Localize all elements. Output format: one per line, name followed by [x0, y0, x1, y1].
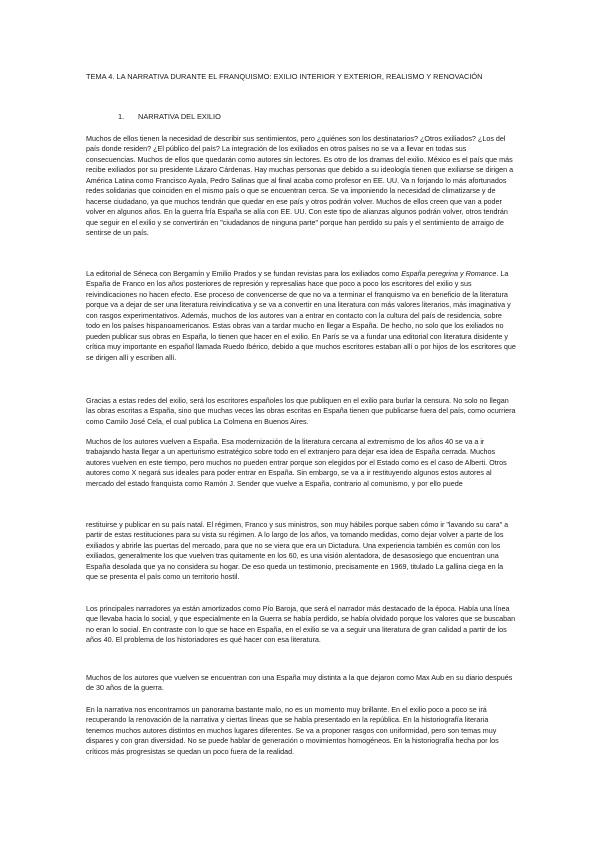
- paragraph-1: Muchos de ellos tienen la necesidad de describir sus sentimientos, pero ¿quiénes son los destinatarios? ¿Otros exiliados? ¿Los del país donde residen? ¿El público del país? La integración de los exiliados en otros países no se va a llevar en todas sus consecuencias. Muchos de ellos que quedarán como autores sin lectores. Es otro de los dramas del exilio. México es el país que más recibe exiliados por su presidente Lázaro Cárdenas. Hay muchas personas que debido a su ideología tienen que exiliarse se dirigen a América Latina como Francisco Ayala, Pedro Salinas que al final acaba como profesor en EE. UU. Va n forjando lo más afortunados redes solidarias que coinciden en el mismo país o que se encuentran cerca. Se va imponiendo la necesidad de climatizarse y de hacerse ciudadano, ya que muchos tendrán que quedar en ese país y otros podrán volver. Muchos de ellos creen que van a poder volver en algunos años. En la guerra fría España se alía con EE. UU. Con este tipo de alianzas algunos podrán volver, otros tendrán que seguir en el exilio y se convertirán en "ciudadanos de ninguna parte" porque han perdido su país y el sentimiento de arraigo de sentirse de un país.: [86, 134, 514, 238]
- paragraph-3: Gracias a estas redes del exilio, será los escritores españoles los que publiquen en el exilio para burlar la censura. No solo no llegan las obras escritas a España, sino que muchas veces las obras escritas en España tienen que publicarse fuera del país, como ocurriera como Camilo José Cela, el cual publica La Colmena en Buenos Aires.: [86, 396, 516, 426]
- paragraph-7: Muchos de los autores que vuelven se encuentran con una España muy distinta a la que dejaron como Max Aub en su diario después de 30 años de la guerra.: [86, 673, 513, 693]
- paragraph-6: Los principales narradores ya están amortizados como Pío Baroja, que será el narrador más destacado de la época. Había una línea que llevaba hacia lo social, y que especialmente en la Guerra se había perdido, se había olvidado porque los valores que se buscaban no eran lo social. En contraste con lo que se hace en España, en el exilio se va a seguir una literatura de gran calidad a partir de los años 40. El problema de los historiadores es qué hacer con esa literatura.: [86, 604, 516, 645]
- journal-titles: España peregrina y Romance: [401, 269, 497, 278]
- section-title: NARRATIVA DEL EXILIO: [138, 112, 221, 121]
- section-number: 1.: [118, 112, 125, 121]
- paragraph-5: restituirse y publicar en su país natal. El régimen, Franco y sus ministros, son muy hábiles porque saben cómo ir "lavando su cara" a partir de estas restituciones para su vista su régimen. A lo largo de los años, va tomando medidas, como dejar volver a parte de los exiliados y abrirle las puertas del mercado, para que no se viera que era un Dictadura. Una experiencia también es común con los exiliados, generalmente los que vuelven tras quitamente en los 60, es una visión alentadora, de desasosiego que encuentran una España desolada que ya no considera su hogar. De eso queda un testimonio, precisamente en 1969, titulado La gallina ciega en la que se presenta el país como un territorio hostil.: [86, 520, 509, 582]
- document-title: TEMA 4. LA NARRATIVA DURANTE EL FRANQUISMO: EXILIO INTERIOR Y EXTERIOR, REALISMO Y RENOVACIÓN: [86, 72, 483, 81]
- section-heading: [118, 112, 221, 122]
- paragraph-2-intro: La editorial de Séneca con Bergamín y Emilio Prados y se fundan revistas para los exiliados como: [86, 269, 400, 278]
- paragraph-8: En la narrativa nos encontramos un panorama bastante malo, no es un momento muy brillante. En el exilio poco a poco se irá recuperando la renovación de la narrativa y ciertas líneas que se había presentado en la república. En la historiografía literaria tenemos muchos autores distintos en muchos lugares diferentes. Se va a proponer rasgos con uniformidad, pero son temas muy dispares y con gran diversidad. No se puede hablar de generación o movimientos homogéneos. En la historiografía hecha por los críticos más progresistas se quedan un poco fuera de la realidad.: [86, 705, 499, 756]
- paragraph-2: [86, 269, 517, 363]
- paragraph-4: Muchos de los autores vuelven a España. Esa modernización de la literatura cercana al extremismo de los años 40 se va a ir trabajando hasta llegar a un aperturismo estratégico sobre todo en el extranjero para dejar esa idea de España cerrada. Muchos autores vuelven en este tiempo, pero muchos no pueden entrar porque son elegidos por el Estado como es el caso de Alberti. Otros autores como X negará sus ideales para poder entrar en España. Sin embargo, se va a ir restituyendo algunos estos autores al mercado del estado franquista como Ramón J. Sender que vuelve a España, contrario al comunismo, y por ello puede: [86, 437, 507, 488]
- paragraph-2-body: . La España de Franco en los años posteriores de represión y represalias hace que poco a poco los escritores del exilio y sus reivindicaciones no hacen efecto. Ese proceso de convencerse de que no va a terminar el franquismo va en beneficio de la literatura porque va a dejar de ser una literatura reivindicativa y se va a convertir en una literatura con más valores literarios, más imaginativa y con rasgos experimentativos. Además, muchos de los autores van a entrar en contacto con la cultura del país de residencia, sobre todo en los países hispanoamericanos. Estas obras van a tardar mucho en llegar a España. De hecho, no solo que los exiliados no pueden publicar sus obras en España, lo tienen que hacer en el exilio. En París se va a fundar una editorial con literatura disidente y crítica muy importante en español llamada Ruedo Ibérico, debido a que muchos escritores estaban allí o por hijos de los escritores que se dirigen allí y escriben allí.: [86, 269, 516, 362]
